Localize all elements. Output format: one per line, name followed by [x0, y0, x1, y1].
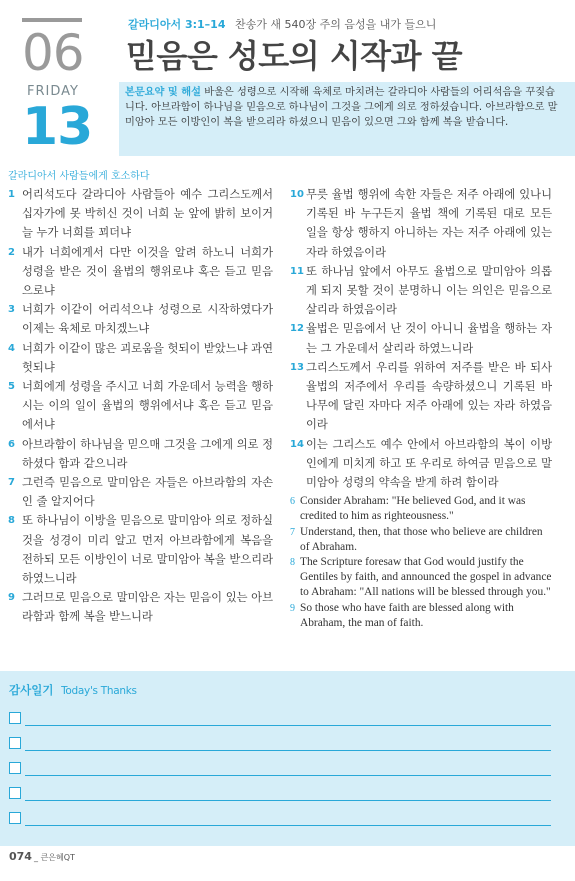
english-verse-text: The Scripture foresaw that God would justify the Gentiles by faith, and announced the gospel in advance to Abraham: "All nations will be blessed through you." — [300, 556, 552, 599]
verse — [8, 243, 273, 301]
verse — [290, 435, 552, 493]
english-verse — [290, 494, 552, 524]
page-footer — [9, 850, 75, 863]
verse — [290, 262, 552, 320]
verse-number: 1 — [8, 189, 15, 200]
checkbox[interactable] — [9, 787, 21, 799]
english-verse-number: 6 — [290, 496, 295, 508]
verse — [290, 185, 552, 262]
verse-text: 율법은 믿음에서 난 것이 아니니 율법을 행하는 자는 그 가운데서 살리라 하였느니라 — [306, 322, 552, 355]
english-verse-number: 7 — [290, 526, 295, 538]
date-weekday: FRIDAY — [27, 84, 79, 99]
verses-left-column — [8, 185, 273, 627]
writing-line — [25, 725, 551, 726]
verse-number: 4 — [8, 342, 15, 354]
verse-number: 2 — [8, 246, 15, 258]
checkbox[interactable] — [9, 737, 21, 749]
verse-text: 이는 그리스도 예수 안에서 아브라함의 복이 이방인에게 미치게 하고 또 우리로 하여금 믿음으로 말미암아 성령의 약속을 받게 하려 함이라 — [306, 437, 552, 490]
verse — [8, 511, 273, 588]
verse-text: 너희가 이같이 어리석으냐 성령으로 시작하였다가 이제는 육체로 마치겠느냐 — [22, 303, 273, 336]
checkbox[interactable] — [9, 812, 21, 824]
verse-number: 5 — [8, 381, 15, 393]
date-day: 13 — [22, 97, 93, 157]
checkbox[interactable] — [9, 712, 21, 724]
verse-text: 내가 너희에게서 다만 이것을 알려 하노니 너희가 성령을 받은 것이 율법의 행위로냐 혹은 듣고 믿음으로냐 — [22, 245, 273, 298]
writing-line — [25, 825, 551, 826]
verse-text: 그리스도께서 우리를 위하여 저주를 받은 바 되사 율법의 저주에서 우리를 속량하셨으니 기록된 바 나무에 달린 자마다 저주 아래에 있는 자라 하였음이라 — [306, 360, 552, 432]
english-verse — [290, 525, 552, 555]
verse — [8, 588, 273, 626]
book-title: _ 큰은혜QT — [33, 853, 75, 862]
thanks-entry-line[interactable] — [9, 711, 551, 727]
english-verse — [290, 601, 552, 631]
thanks-title-korean: 감사일기 — [9, 683, 54, 697]
verse-number: 12 — [290, 323, 304, 335]
verse-text: 어리석도다 갈라디아 사람들아 예수 그리스도께서 십자가에 못 박히신 것이 너희 눈 앞에 밝히 보이거늘 누가 너희를 꾀더냐 — [22, 188, 273, 240]
verse-number: 8 — [8, 515, 15, 527]
scripture-reference-line — [128, 16, 436, 32]
verse — [8, 377, 273, 435]
verse-number: 9 — [8, 592, 15, 604]
english-verses — [290, 494, 552, 631]
verse-number: 13 — [290, 361, 304, 373]
thanks-title-english: Today's Thanks — [61, 685, 137, 697]
verse — [8, 300, 273, 338]
section-heading: 갈라디아서 사람들에게 호소하다 — [8, 171, 150, 182]
english-verse-text: Consider Abraham: "He believed God, and it was credited to him as righteousness." — [300, 495, 526, 523]
checkbox[interactable] — [9, 762, 21, 774]
verse-text: 또 하나님이 이방을 믿음으로 말미암아 의로 정하실 것을 성경이 미리 알고 먼저 아브라함에게 복음을 전하되 모든 이방인이 너로 말미암아 복을 받으리라 하였느니라 — [22, 514, 273, 586]
thanks-entry-line[interactable] — [9, 786, 551, 802]
verse — [8, 185, 273, 243]
verse — [8, 473, 273, 511]
page-number: 074 — [9, 850, 32, 863]
thanks-entry-line[interactable] — [9, 811, 551, 827]
thanks-entry-line[interactable] — [9, 736, 551, 752]
writing-line — [25, 800, 551, 801]
thanks-journal — [0, 671, 575, 846]
scripture-reference: 갈라디아서 3:1–14 — [128, 18, 226, 31]
thanks-entry-line[interactable] — [9, 761, 551, 777]
verse-text: 무릇 율법 행위에 속한 자들은 저주 아래에 있나니 기록된 바 누구든지 율법 책에 기록된 대로 모든 일을 항상 행하지 아니하는 자는 저주 아래에 있는 자라 하였음이라 — [306, 188, 552, 259]
date-month: 06 — [22, 24, 84, 82]
verse — [8, 339, 273, 377]
verse — [290, 319, 552, 357]
english-verse — [290, 555, 552, 601]
date-divider — [22, 18, 82, 22]
verse-number: 7 — [8, 477, 15, 489]
verse-number: 14 — [290, 438, 304, 450]
verse-text: 또 하나님 앞에서 아무도 율법으로 말미암아 의롭게 되지 못할 것이 분명하니 이는 의인은 믿음으로 살리라 하였음이라 — [306, 264, 552, 317]
verse-text: 너희에게 성령을 주시고 너희 가운데서 능력을 행하시는 이의 일이 율법의 행위에서냐 혹은 듣고 믿음에서냐 — [22, 380, 273, 432]
verse-text: 그런즉 믿음으로 말미암은 자들은 아브라함의 자손인 줄 알지어다 — [22, 476, 273, 509]
verse-number: 10 — [290, 189, 304, 200]
summary-text: 바울은 성령으로 시작해 육체로 마치려는 갈라디아 사람들의 어리석음을 꾸짖습니다. 아브라함이 하나님을 믿음으로 하나님이 그것을 그에게 의로 정하셨습니다. 아브라함으로 말미암아 모든 이방인이 복을 받으리라 하셨으니 믿음이 있으면 그와 함께 복을 받습니다. — [125, 87, 558, 128]
english-verse-number: 9 — [290, 602, 295, 614]
writing-line — [25, 775, 551, 776]
verse-number: 6 — [8, 438, 15, 450]
summary-box — [119, 82, 575, 156]
verse-text: 그러므로 믿음으로 말미암은 자는 믿음이 있는 아브라함과 함께 복을 받느니라 — [22, 591, 273, 624]
verse-number: 3 — [8, 304, 15, 316]
english-verse-text: So those who have faith are blessed along with Abraham, the man of faith. — [300, 601, 514, 629]
thanks-title — [9, 682, 137, 698]
verse — [8, 435, 273, 473]
verse-text: 너희가 이같이 많은 괴로움을 헛되이 받았느냐 과연 헛되냐 — [22, 341, 273, 374]
summary-label: 본문요약 및 해설 — [125, 87, 201, 98]
page-title: 믿음은 성도의 시작과 끝 — [126, 37, 463, 75]
verse — [290, 358, 552, 435]
verses-right-column — [290, 185, 552, 631]
english-verse-number: 8 — [290, 557, 295, 569]
verse-text: 아브라함이 하나님을 믿으매 그것을 그에게 의로 정하셨다 함과 같으니라 — [22, 437, 273, 470]
writing-line — [25, 750, 551, 751]
verse-number: 11 — [290, 265, 304, 277]
english-verse-text: Understand, then, that those who believe are children of Abraham. — [300, 525, 543, 553]
hymn-info: 찬송가 새 540장 주의 음성을 내가 들으니 — [234, 18, 437, 31]
